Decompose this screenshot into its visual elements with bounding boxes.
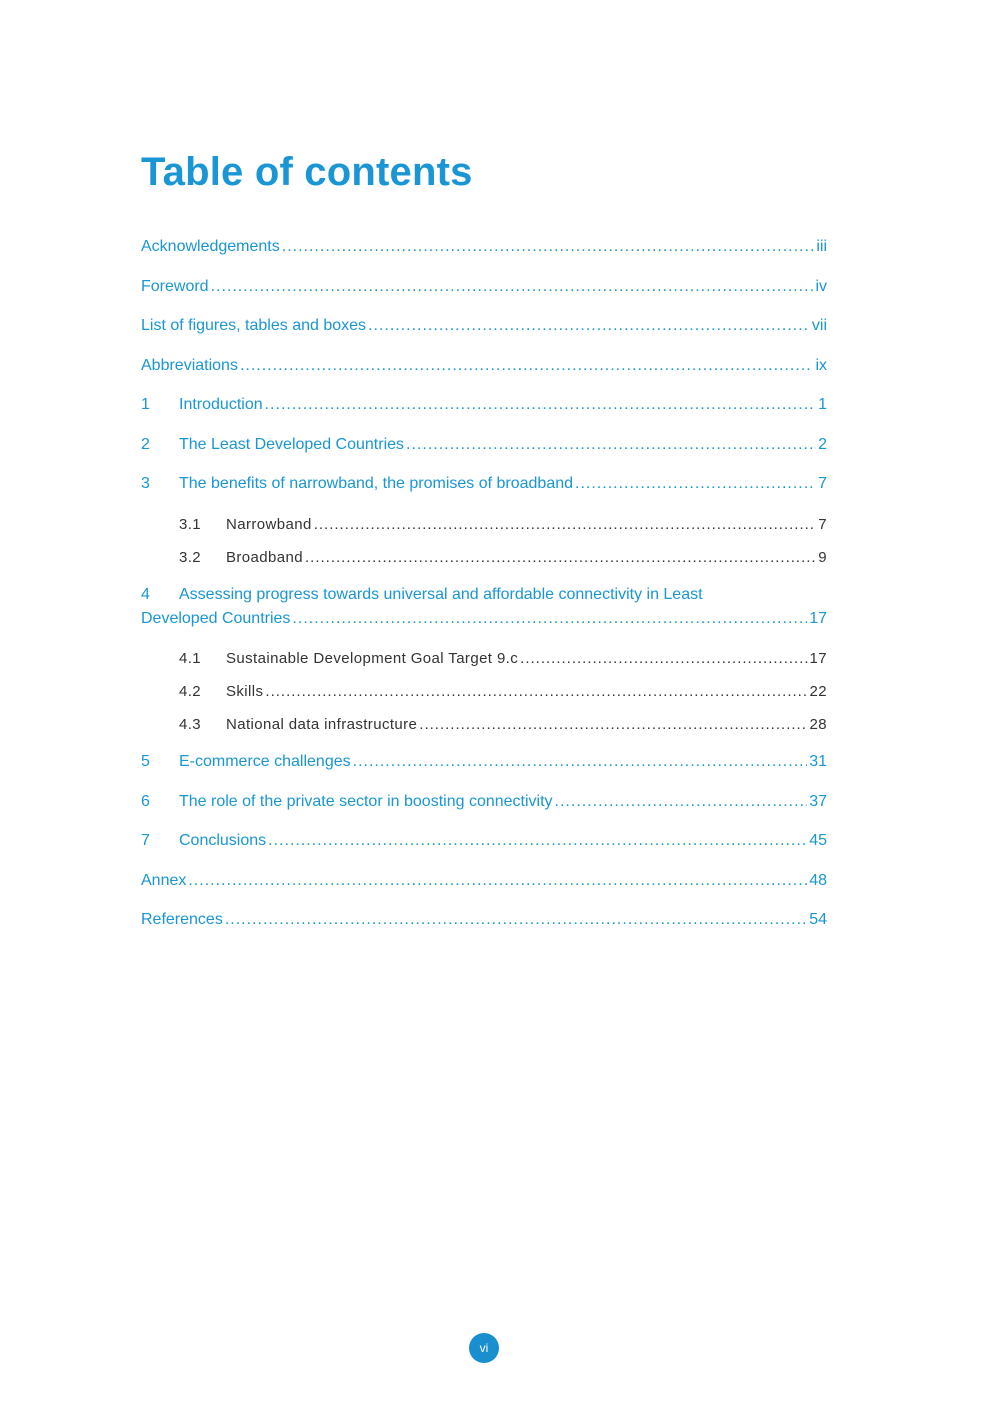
- toc-entry-page: 48: [809, 872, 827, 889]
- toc-entry-label: Foreword: [141, 278, 209, 295]
- toc-entry-section-4[interactable]: [141, 610, 827, 632]
- dot-leader: [282, 238, 815, 256]
- toc-entry-page: 17: [809, 610, 827, 627]
- dot-leader: [575, 475, 816, 493]
- toc-entry-number: 4.1: [179, 650, 202, 667]
- toc-entry-label: The Least Developed Countries: [179, 436, 405, 453]
- toc-entry-section-4-2[interactable]: [179, 683, 827, 705]
- toc-entry-number: 4.2: [179, 683, 202, 700]
- toc-entry-label-continued: Developed Countries: [141, 610, 291, 627]
- toc-entry-label: Introduction: [179, 396, 263, 413]
- toc-entry-section-3-1[interactable]: [179, 516, 827, 538]
- toc-entry-page: iii: [816, 238, 827, 255]
- toc-entry-section-2[interactable]: [141, 436, 827, 458]
- toc-entry-list-of-figures[interactable]: [141, 317, 827, 339]
- dot-leader: [265, 683, 807, 700]
- toc-entry-label: Sustainable Development Goal Target 9.c: [226, 650, 519, 667]
- dot-leader: [211, 278, 814, 296]
- dot-leader: [305, 549, 816, 566]
- toc-entry-number: 3: [141, 475, 150, 492]
- dot-leader: [368, 317, 810, 335]
- toc-entry-label: The benefits of narrowband, the promises of broadband: [179, 475, 574, 492]
- toc-entry-label: Acknowledgements: [141, 238, 280, 255]
- toc-entry-label: E-commerce challenges: [179, 753, 351, 770]
- toc-entry-page: 22: [809, 683, 827, 700]
- toc-entry-section-6[interactable]: [141, 793, 827, 815]
- toc-entry-references[interactable]: [141, 911, 827, 933]
- toc-entry-number: 7: [141, 832, 150, 849]
- toc-entry-page: vii: [811, 317, 827, 334]
- toc-entry-label: Assessing progress towards universal and affordable connectivity in Least: [179, 586, 703, 603]
- dot-leader: [265, 396, 816, 414]
- toc-entry-section-4-1[interactable]: [179, 650, 827, 672]
- dot-leader: [353, 753, 808, 771]
- toc-entry-page: ix: [815, 357, 827, 374]
- toc-entry-annex[interactable]: [141, 872, 827, 894]
- toc-entry-number: 5: [141, 753, 150, 770]
- toc-entry-number: 3.2: [179, 549, 202, 566]
- dot-leader: [292, 610, 807, 628]
- toc-entry-label: Annex: [141, 872, 187, 889]
- toc-entry-label: List of figures, tables and boxes: [141, 317, 367, 334]
- dot-leader: [314, 516, 817, 533]
- dot-leader: [555, 793, 808, 811]
- toc-entry-label: References: [141, 911, 223, 928]
- toc-entry-label: National data infrastructure: [226, 716, 418, 733]
- toc-entry-page: 31: [809, 753, 827, 770]
- toc-entry-page: 9: [818, 549, 827, 566]
- toc-entry-label: Abbreviations: [141, 357, 238, 374]
- dot-leader: [188, 872, 807, 890]
- dot-leader: [240, 357, 813, 375]
- toc-entry-number: 2: [141, 436, 150, 453]
- toc-entry-page: 54: [809, 911, 827, 928]
- dot-leader: [406, 436, 816, 454]
- toc-entry-label: Skills: [226, 683, 264, 700]
- dot-leader: [225, 911, 807, 929]
- toc-entry-number: 6: [141, 793, 150, 810]
- page-number-badge: vi: [469, 1333, 499, 1363]
- toc-entry-label: Conclusions: [179, 832, 267, 849]
- toc-entry-page: 17: [809, 650, 827, 667]
- toc-entry-section-3-2[interactable]: [179, 549, 827, 571]
- toc-entry-abbreviations[interactable]: [141, 357, 827, 379]
- toc-entry-section-1[interactable]: [141, 396, 827, 418]
- toc-entry-label: Narrowband: [226, 516, 312, 533]
- dot-leader: [419, 716, 807, 733]
- toc-entry-page: 37: [809, 793, 827, 810]
- toc-entry-number: 4.3: [179, 716, 202, 733]
- toc-entry-section-4-3[interactable]: [179, 716, 827, 738]
- page-title: Table of contents: [141, 150, 473, 194]
- toc-entry-page: 45: [809, 832, 827, 849]
- toc-entry-page: 7: [818, 516, 827, 533]
- toc-entry-acknowledgements[interactable]: [141, 238, 827, 260]
- toc-entry-section-5[interactable]: [141, 753, 827, 775]
- toc-entry-section-4-line1[interactable]: [141, 586, 827, 604]
- toc-entry-page: 1: [818, 396, 827, 413]
- toc-entry-label: The role of the private sector in boosting connectivity: [179, 793, 553, 810]
- toc-entry-number: 4: [141, 586, 150, 603]
- toc-entry-page: 28: [809, 716, 827, 733]
- toc-entry-page: 2: [818, 436, 827, 453]
- toc-entry-section-7[interactable]: [141, 832, 827, 854]
- toc-entry-section-3[interactable]: [141, 475, 827, 497]
- toc-entry-foreword[interactable]: [141, 278, 827, 300]
- dot-leader: [268, 832, 807, 850]
- dot-leader: [520, 650, 807, 667]
- toc-entry-label: Broadband: [226, 549, 303, 566]
- toc-entry-number: 3.1: [179, 516, 202, 533]
- toc-entry-page: iv: [815, 278, 827, 295]
- toc-entry-page: 7: [818, 475, 827, 492]
- toc-entry-number: 1: [141, 396, 150, 413]
